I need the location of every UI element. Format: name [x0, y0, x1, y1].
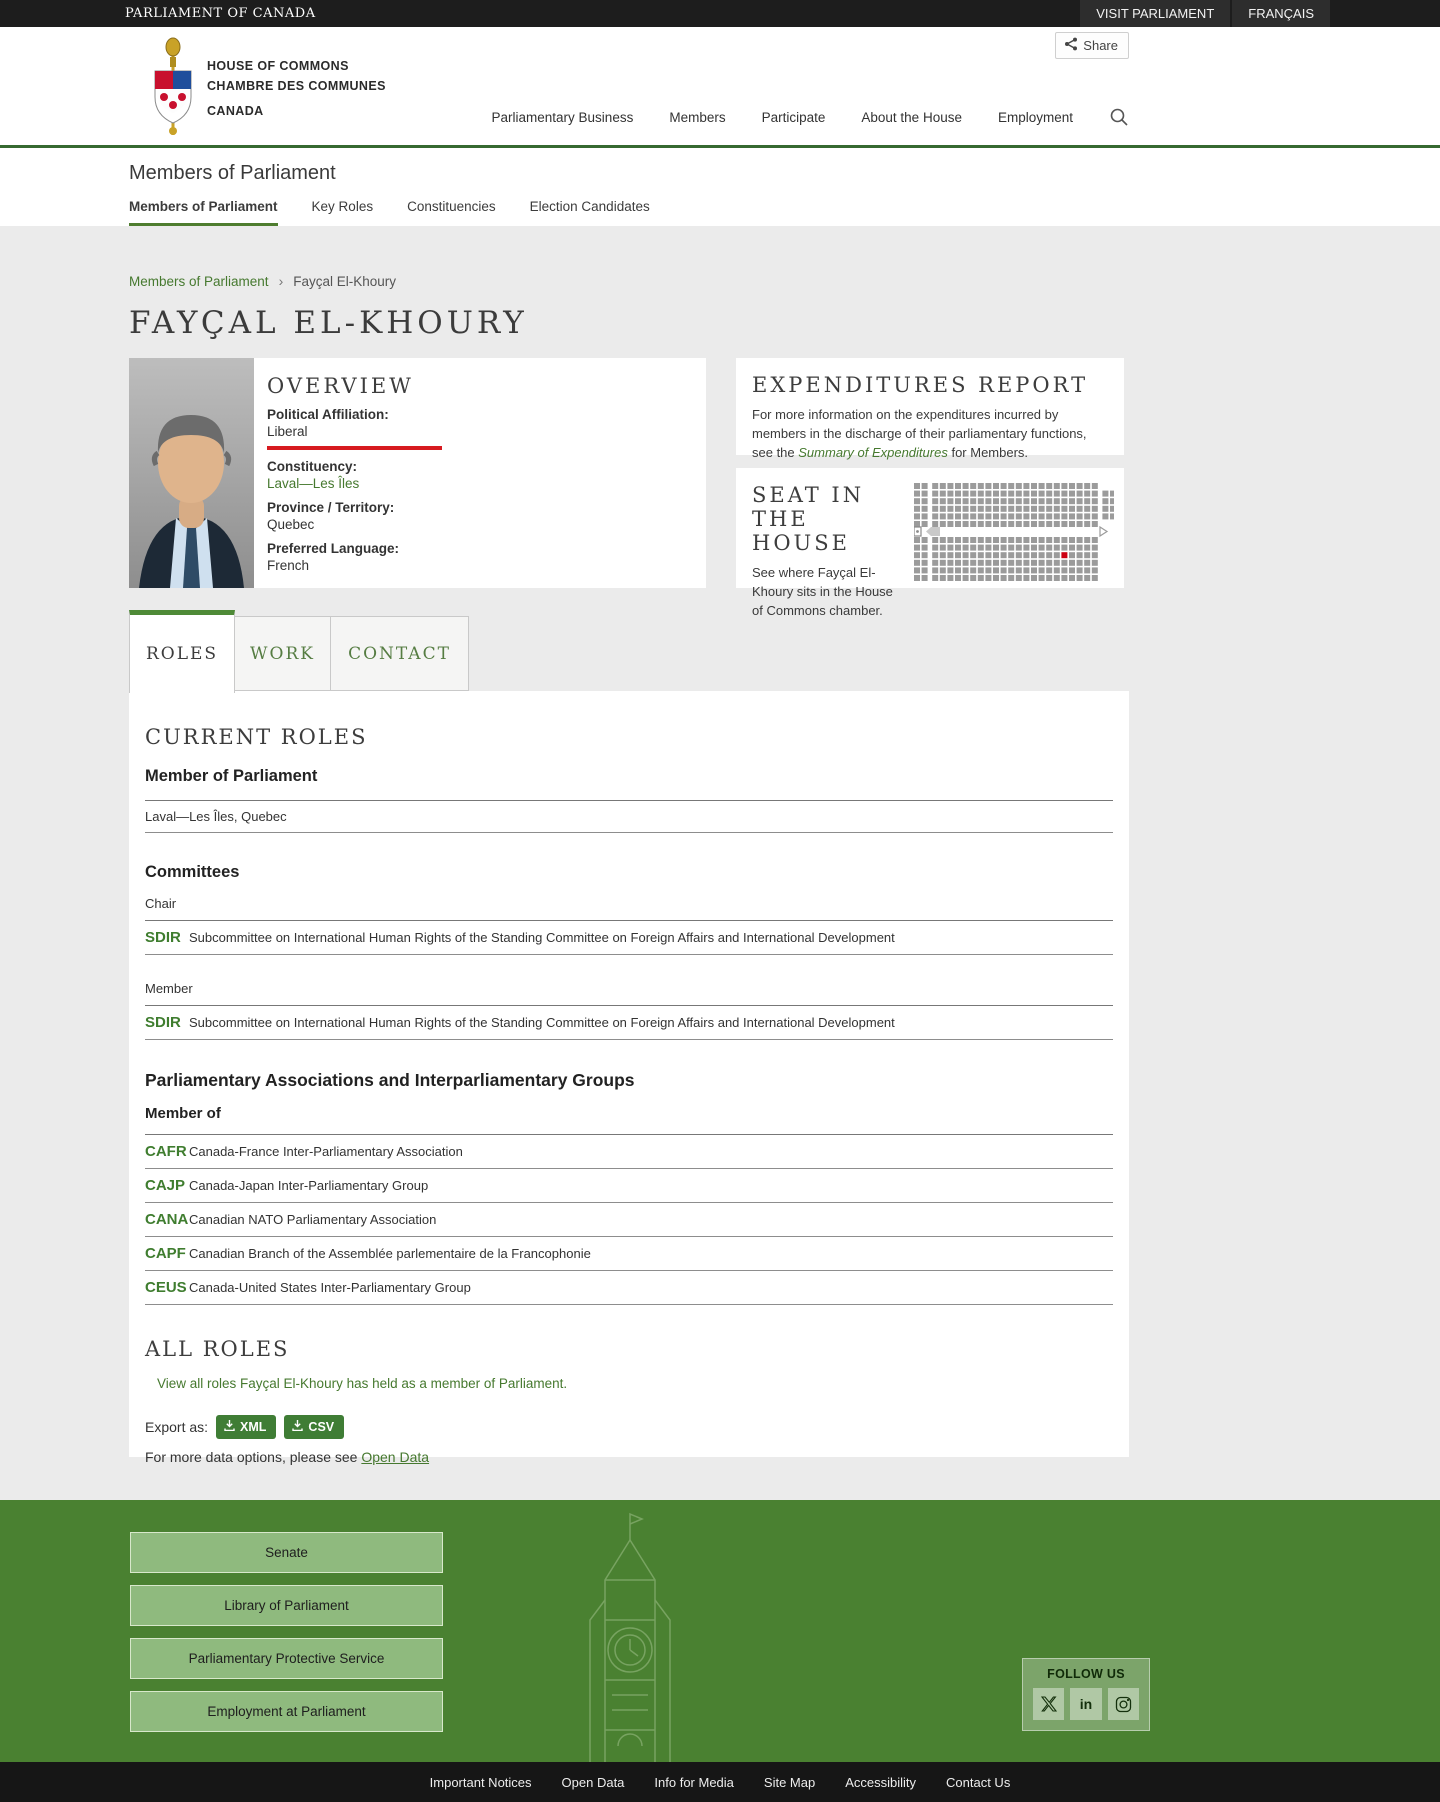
constituency-link[interactable]: Laval—Les Îles	[267, 476, 360, 491]
association-name: Canada-Japan Inter-Parliamentary Group	[189, 1178, 429, 1193]
association-code-link[interactable]: CEUS	[145, 1279, 187, 1296]
peace-tower-art	[520, 1500, 740, 1762]
follow-us-label: FOLLOW US	[1047, 1667, 1125, 1681]
association-row	[145, 1271, 1113, 1305]
profile-tabs	[129, 616, 1129, 691]
footer-employment-button[interactable]: Employment at Parliament	[130, 1691, 443, 1732]
subtab-key-roles[interactable]: Key Roles	[311, 199, 374, 214]
nav-members[interactable]: Members	[669, 109, 726, 125]
subtab-election-candidates[interactable]: Election Candidates	[529, 199, 650, 214]
association-row	[145, 1169, 1113, 1203]
committee-name: Subcommittee on International Human Rights of the Standing Committee on Foreign Affairs and International Development	[189, 930, 895, 945]
mace-crest-icon	[149, 37, 197, 142]
summary-of-expenditures-link[interactable]: Summary of Expenditures	[798, 444, 948, 460]
nav-parliamentary-business[interactable]: Parliamentary Business	[491, 109, 634, 125]
subtab-members-of-parliament[interactable]: Members of Parliament	[129, 199, 278, 226]
view-all-roles-link[interactable]: View all roles Fayçal El-Khoury has held as a member of Parliament.	[157, 1376, 568, 1391]
more-data-prefix: For more data options, please see	[145, 1449, 362, 1465]
seat-title: SEAT IN THE HOUSE	[752, 483, 865, 555]
expenditures-text-before: For more information on the expenditures incurred by members in the discharge of their parliamentary functions, see the	[752, 407, 1087, 460]
expenditures-text	[752, 406, 1108, 463]
affiliation-value: Liberal	[267, 424, 308, 439]
association-name: Canadian NATO Parliamentary Association	[189, 1212, 437, 1227]
open-data-footer-link[interactable]: Open Data	[561, 1774, 625, 1790]
export-csv-button[interactable]	[284, 1415, 344, 1439]
seating-plan-map[interactable]	[914, 483, 1114, 583]
breadcrumb-current: Fayçal El-Khoury	[293, 273, 397, 289]
committee-code-link[interactable]: SDIR	[145, 1014, 181, 1031]
instagram-icon[interactable]	[1108, 1688, 1139, 1720]
subtab-constituencies[interactable]: Constituencies	[407, 199, 496, 214]
language-label: Preferred Language:	[267, 541, 400, 556]
current-roles-heading: CURRENT ROLES	[145, 725, 368, 749]
association-code-link[interactable]: CAFR	[145, 1143, 187, 1160]
share-button[interactable]	[1055, 32, 1129, 59]
footer-library-button[interactable]: Library of Parliament	[130, 1585, 443, 1626]
page-title: FAYÇAL EL-KHOURY	[129, 305, 528, 341]
association-row	[145, 1237, 1113, 1271]
all-roles-heading: ALL ROLES	[145, 1337, 290, 1361]
section-title: Members of Parliament	[129, 162, 336, 184]
chevron-right-icon: ›	[278, 273, 284, 289]
breadcrumb	[129, 226, 1129, 289]
logo-line-2: CHAMBRE DES COMMUNES	[207, 78, 386, 93]
export-xml-button[interactable]	[216, 1415, 276, 1439]
export-csv-label: CSV	[308, 1420, 335, 1434]
association-code-link[interactable]: CAPF	[145, 1245, 186, 1262]
top-utility-bar	[0, 0, 1440, 27]
member-label: Member	[145, 981, 193, 996]
mp-row-text: Laval—Les Îles, Quebec	[145, 809, 287, 824]
association-name: Canadian Branch of the Assemblée parlementaire de la Francophonie	[189, 1246, 591, 1261]
association-row	[145, 1135, 1113, 1169]
association-row	[145, 1203, 1113, 1237]
expenditures-text-after: for Members.	[947, 444, 1029, 460]
site-footer	[0, 1500, 1440, 1762]
committee-row	[145, 921, 1113, 955]
nav-employment[interactable]: Employment	[997, 109, 1073, 125]
language-value: French	[267, 558, 310, 573]
important-notices-link[interactable]: Important Notices	[429, 1774, 532, 1790]
language-toggle[interactable]: FRANÇAIS	[1232, 0, 1330, 27]
more-data-text	[145, 1449, 1113, 1465]
tab-work[interactable]: WORK	[235, 616, 331, 691]
footer-links-bar	[0, 1762, 1440, 1802]
seat-text: See where Fayçal El-Khoury sits in the House of Commons chamber.	[752, 565, 893, 618]
affiliation-label: Political Affiliation:	[267, 407, 389, 422]
expenditures-card	[736, 358, 1124, 460]
constituency-label: Constituency:	[267, 459, 358, 474]
site-header	[0, 27, 1440, 148]
nav-participate[interactable]: Participate	[761, 109, 826, 125]
mp-heading: Member of Parliament	[145, 767, 318, 785]
logo-line-1: HOUSE OF COMMONS	[207, 59, 349, 74]
committee-row	[145, 1006, 1113, 1040]
tab-roles[interactable]: ROLES	[129, 610, 235, 693]
association-name: Canada-United States Inter-Parliamentary Group	[189, 1280, 471, 1295]
download-icon	[292, 1420, 303, 1434]
tab-contact[interactable]: CONTACT	[331, 616, 469, 691]
share-icon	[1064, 37, 1078, 54]
house-of-commons-logo[interactable]	[149, 37, 386, 142]
download-icon	[224, 1420, 235, 1434]
overview-title: OVERVIEW	[267, 374, 414, 398]
association-code-link[interactable]: CAJP	[145, 1177, 186, 1194]
site-map-link[interactable]: Site Map	[763, 1774, 816, 1790]
open-data-link[interactable]: Open Data	[361, 1449, 430, 1465]
party-colour-bar	[267, 446, 442, 450]
committee-code-link[interactable]: SDIR	[145, 929, 181, 946]
parliament-brand[interactable]: PARLIAMENT OF CANADA	[125, 6, 316, 21]
follow-us-box	[1022, 1658, 1150, 1731]
association-code-link[interactable]: CANA	[145, 1211, 189, 1228]
associations-heading: Parliamentary Associations and Interparliamentary Groups	[145, 1070, 635, 1090]
logo-line-3: CANADA	[207, 104, 264, 119]
committee-name: Subcommittee on International Human Rights of the Standing Committee on Foreign Affairs and International Development	[189, 1015, 895, 1030]
main-navigation	[492, 107, 1129, 127]
province-value: Quebec	[267, 517, 315, 532]
export-as-label: Export as:	[145, 1419, 209, 1435]
member-portrait	[129, 358, 254, 588]
info-for-media-link[interactable]: Info for Media	[654, 1774, 734, 1790]
x-icon[interactable]	[1033, 1688, 1064, 1720]
contact-us-link[interactable]: Contact Us	[946, 1774, 1011, 1790]
expenditures-title: EXPENDITURES REPORT	[752, 373, 1089, 397]
overview-card	[129, 358, 706, 588]
export-xml-label: XML	[240, 1420, 267, 1434]
associations-subheading: Member of	[145, 1105, 221, 1122]
association-name: Canada-France Inter-Parliamentary Association	[189, 1144, 463, 1159]
visit-parliament-link[interactable]: VISIT PARLIAMENT	[1080, 0, 1230, 27]
nav-about-the-house[interactable]: About the House	[861, 109, 962, 125]
accessibility-link[interactable]: Accessibility	[845, 1774, 917, 1790]
share-label: Share	[1083, 38, 1118, 53]
footer-pps-button[interactable]: Parliamentary Protective Service	[130, 1638, 443, 1679]
committees-heading: Committees	[145, 863, 240, 881]
mp-row	[145, 801, 1113, 833]
linkedin-icon[interactable]: in	[1070, 1688, 1101, 1720]
breadcrumb-members-link[interactable]: Members of Parliament	[129, 273, 269, 289]
section-header	[0, 148, 1440, 226]
footer-senate-button[interactable]: Senate	[130, 1532, 443, 1573]
province-label: Province / Territory:	[267, 500, 395, 515]
search-icon[interactable]	[1109, 107, 1129, 127]
chair-label: Chair	[145, 896, 177, 911]
seat-card	[736, 468, 1124, 618]
roles-panel	[129, 691, 1129, 1465]
